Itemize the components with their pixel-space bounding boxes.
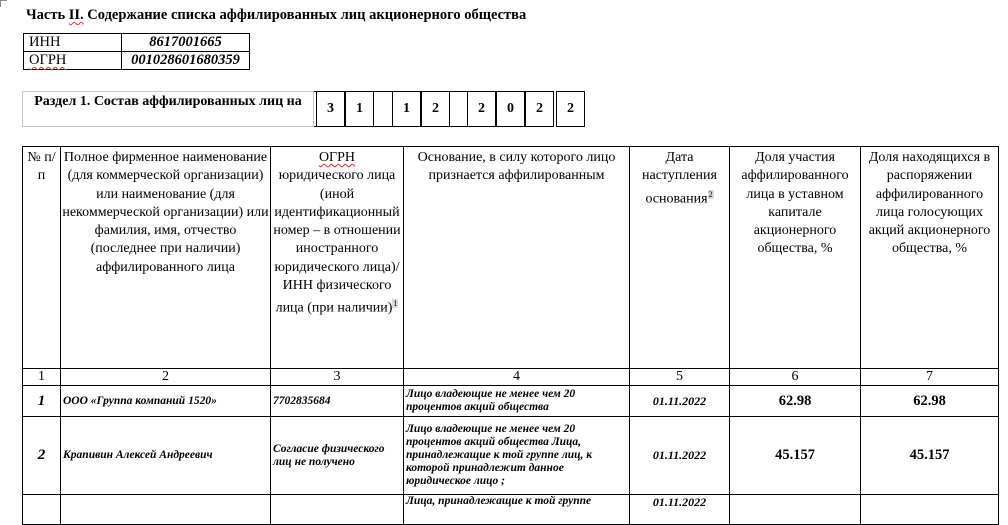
date-digit: 0 [496,91,525,127]
table-row: 2 Крапивин Алексей Андреевич Согласие физического лиц не получено Лицо владеющие не менее чем 20 процентов акций общества Лица, принадлежащие к той группе лиц, к которой принадлежит данное юридическое лицо ; 01.11.2022 45.157 45.157 [23,417,999,495]
ogrn-row [24,52,250,70]
date-digit: 3 [316,91,345,127]
header-num: № п/п [23,147,61,369]
date-digit: 2 [421,91,450,127]
page-title: Часть II. Содержание списка аффилированных лиц акционерного общества [26,7,527,23]
section-label: Раздел 1. Состав аффилированных лиц на [22,91,314,127]
title-part-number: II. [68,7,84,23]
header-row [23,147,999,369]
date-digit: 2 [467,91,496,127]
ogrn-value: 001028601680359 [122,52,250,70]
date-digit: 1 [345,91,374,127]
table-row: Лица, принадлежащие к той группе 01.11.2022 [23,495,999,525]
affiliates-table [22,146,999,525]
header-name: Полное фирменное наименование (для коммерческой организации) или наименование (для некоммерческой организации) или фамилия, имя, отчество (последнее при наличии) аффилированного лица [61,147,271,369]
ogrn-label: ОГРН [24,52,122,70]
date-digit: 1 [392,91,421,127]
column-numbers-row: 1 2 3 4 5 6 7 [23,369,999,386]
header-ogrn: ОГРН юридического лица (иной идентификационный номер – в отношении иностранного юридического лица)/ ИНН физического лица (при наличии)$^1$ [271,147,404,369]
header-date: Дата наступления основания$^2$ [630,147,730,369]
inn-value: 8617001665 [122,34,250,52]
header-share: Доля участия аффилированного лица в уставном капитале акционерного общества, % [730,147,861,369]
header-votes: Доля находящихся в распоряжении аффилированного лица голосующих акций акционерного общества, % [861,147,999,369]
inn-label: ИНН [24,34,122,52]
date-digit: 2 [525,91,554,127]
inn-row [24,34,250,52]
corner-mark [0,0,7,7]
header-basis: Основание, в силу которого лицо признается аффилированным [404,147,630,369]
identifiers-table [23,33,250,70]
date-digit: 2 [556,91,585,127]
table-row: 1 ООО «Группа компаний 1520» 7702835684 Лицо владеющие не менее чем 20 процентов акций общества 01.11.2022 62.98 62.98 [23,386,999,417]
